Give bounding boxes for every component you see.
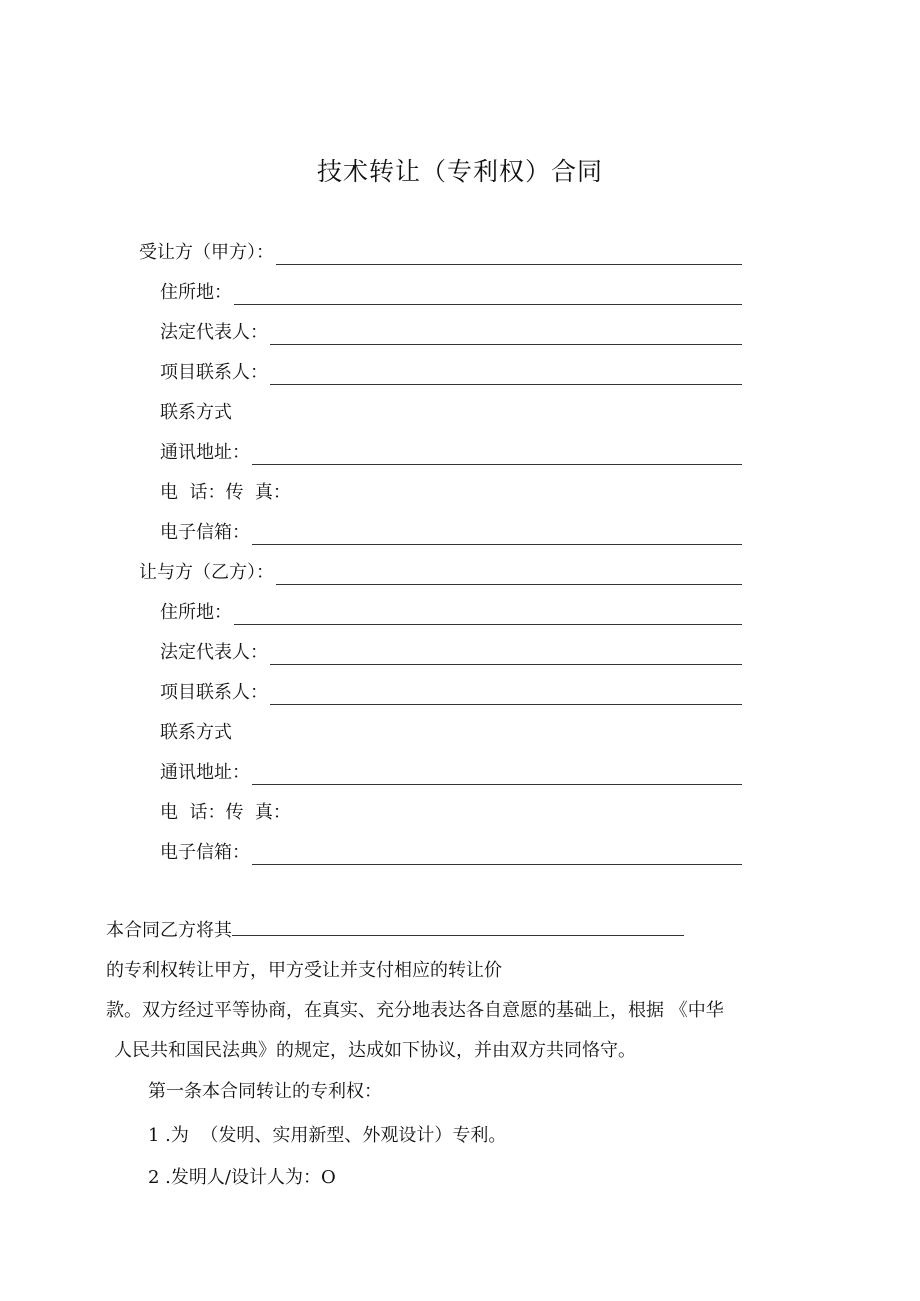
article-1-item-1: 1 .为 （发明、实用新型、外观设计）专利。 xyxy=(148,1125,507,1146)
party-a-legal-rep-field xyxy=(160,316,742,346)
party-a-phone-fax-label: 电 话：传 真： xyxy=(160,482,291,503)
party-b-mail-address-field xyxy=(160,756,742,786)
party-a-name-line[interactable] xyxy=(276,263,742,265)
document-title: 技术转让（专利权）合同 xyxy=(316,157,603,186)
party-b-address-label: 住所地： xyxy=(160,602,232,623)
party-b-heading-field xyxy=(139,556,742,586)
patent-name-blank[interactable] xyxy=(232,919,684,936)
preamble-line-4: 人民共和国民法典》的规定，达成如下协议，并由双方共同恪守。 xyxy=(114,1040,636,1061)
party-a-heading: 受让方（甲方）： xyxy=(139,242,274,263)
party-a-contact-person-field xyxy=(160,356,742,386)
preamble-line-2: 的专利权转让甲方，甲方受让并支付相应的转让价 xyxy=(106,960,502,981)
party-b-contact-method-label: 联系方式 xyxy=(160,722,232,743)
party-b-phone-fax-field xyxy=(160,796,291,826)
party-a-legal-rep-line[interactable] xyxy=(270,343,742,345)
party-b-email-line[interactable] xyxy=(252,863,742,865)
party-b-address-line[interactable] xyxy=(234,623,742,625)
party-b-contact-person-line[interactable] xyxy=(270,703,742,705)
party-b-mail-address-label: 通讯地址： xyxy=(160,762,250,783)
party-b-mail-address-line[interactable] xyxy=(252,783,742,785)
preamble-line-1-text: 本合同乙方将其 xyxy=(106,920,232,941)
preamble-line-3: 款。双方经过平等协商，在真实、充分地表达各自意愿的基础上，根据 《中华 xyxy=(106,1000,724,1021)
article-1-heading: 第一条本合同转让的专利权： xyxy=(148,1081,382,1102)
party-b-contact-person-field xyxy=(160,676,742,706)
party-b-legal-rep-line[interactable] xyxy=(270,663,742,665)
party-b-contact-person-label: 项目联系人： xyxy=(160,682,268,703)
party-a-email-field xyxy=(160,516,742,546)
party-b-heading: 让与方（乙方）： xyxy=(139,562,274,583)
party-a-heading-field xyxy=(139,236,742,266)
party-a-contact-person-line[interactable] xyxy=(270,383,742,385)
party-a-address-field xyxy=(160,276,742,306)
party-a-email-line[interactable] xyxy=(252,543,742,545)
party-b-contact-method-field xyxy=(160,716,232,746)
party-a-mail-address-label: 通讯地址： xyxy=(160,442,250,463)
party-b-address-field xyxy=(160,596,742,626)
party-a-address-label: 住所地： xyxy=(160,282,232,303)
party-b-email-label: 电子信箱： xyxy=(160,842,250,863)
party-a-contact-method-field xyxy=(160,396,232,426)
party-b-name-line[interactable] xyxy=(276,583,742,585)
article-1-item-2: 2 .发明人/设计人为：O xyxy=(148,1167,336,1188)
party-b-legal-rep-field xyxy=(160,636,742,666)
party-a-mail-address-line[interactable] xyxy=(252,463,742,465)
party-b-phone-fax-label: 电 话：传 真： xyxy=(160,802,291,823)
party-a-contact-method-label: 联系方式 xyxy=(160,402,232,423)
party-a-phone-fax-field xyxy=(160,476,291,506)
party-a-address-line[interactable] xyxy=(234,303,742,305)
preamble-line-1 xyxy=(106,919,684,943)
party-a-contact-person-label: 项目联系人： xyxy=(160,362,268,383)
party-a-mail-address-field xyxy=(160,436,742,466)
party-b-email-field xyxy=(160,836,742,866)
party-a-email-label: 电子信箱： xyxy=(160,522,250,543)
party-a-legal-rep-label: 法定代表人： xyxy=(160,322,268,343)
party-b-legal-rep-label: 法定代表人： xyxy=(160,642,268,663)
